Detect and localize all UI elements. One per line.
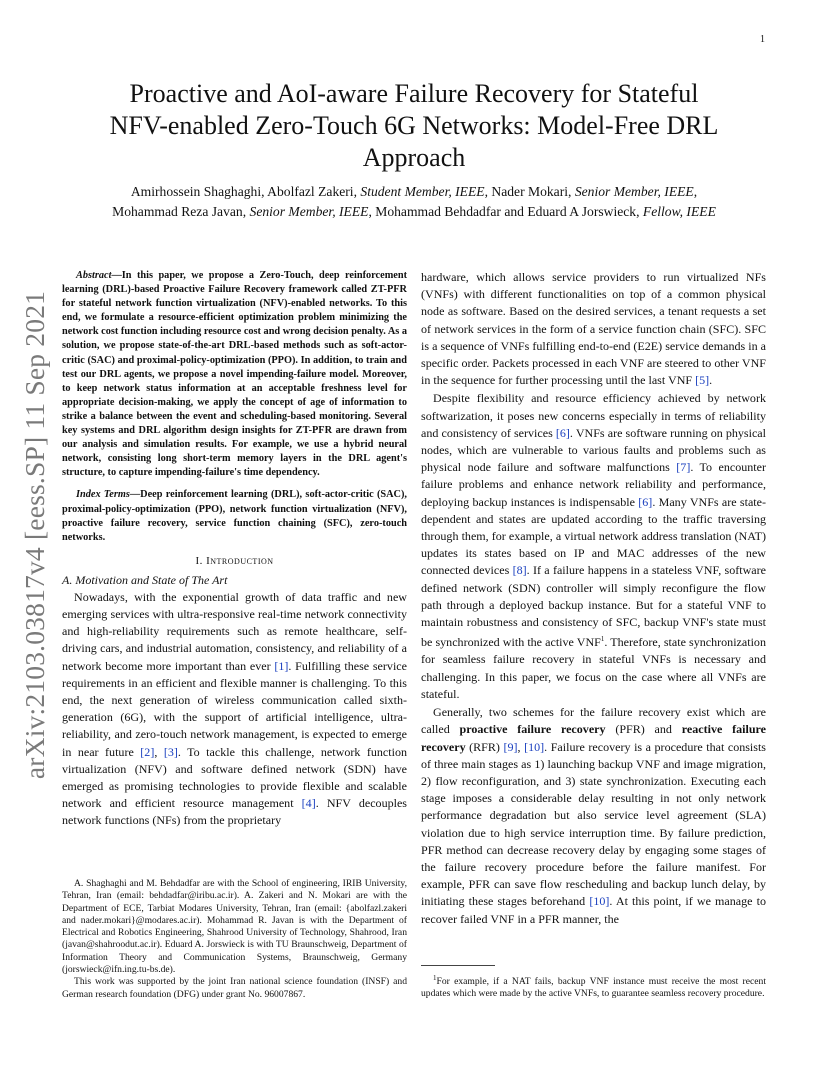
text-run: . If a failure happens in a stateless VNF, software defined network (SDN) controller will simply reconfigure the flow path through a deployed backup instance. But for a stateful VNF to maintain robustness and consistency of SFC, backup VNF's state must be synchronized with the active VNF [421,563,766,650]
citation-link[interactable]: [10] [524,739,545,754]
text-run: . Therefore, state synchronization for seamless failure recovery in stateful VNFs is necessary and challenging. In this paper, we focus on the case where all VNFs are stateful. [421,635,766,701]
author-line-1 [55,182,773,202]
member-grade: Senior Member, IEEE [249,204,369,219]
citation-link[interactable]: [3] [163,744,178,759]
footnote-1-mark: 1 [433,974,437,982]
section-heading: I. Introduction [195,554,274,567]
text-run: , [517,739,525,754]
citation-link[interactable]: [10] [589,894,610,909]
abstract-text: —In this paper, we propose a Zero-Touch, deep reinforcement learning (DRL)-based Proactive Failure Recovery framework called ZT-PFR for stateful network function virtualization (NFV)-enabled networks. To this end, we formulate a resource-efficient optimization problem minimizing the network cost function including resource cost and wrong decision penalty. As a solution, we propose state-of-the-art DRL-based methods such as soft-actor-critic (SAC) and proximal-policy-optimization (PPO). In addition, to train and test our DRL agents, we propose a novel impending-failure model. Moreover, to keep network status information at an acceptable freshness level for appropriate decision-making, we apply the concept of age of information to strike a balance between the event and scheduling-based monitoring. Several key systems and DRL algorithm design insights for ZT-PFR are drawn from our analysis and simulation results. For example, we use a hybrid neural network, consisting long short-term memory layers in the DRL agent's structure, to capture impending-failure's time dependency. [62,270,407,479]
member-grade: Senior Member, IEEE [574,184,694,199]
index-terms-label: Index Terms [76,489,130,501]
arxiv-stamp [2,290,68,780]
index-terms [62,488,407,544]
body-paragraph [62,589,407,830]
body-paragraph [421,269,766,389]
text-run: hardware, which allows service providers to run virtualized NFs (VNFs) with different functionalities on top of a common physical node as software. Based on the desired services, a tenant requests a set of network services in the form of a service function chain (SFC). SFC is a sequence of VNFs fulfilling end-to-end (E2E) service demands in a specific order. Packets processed in each VNF are steered to other VNF in the sequence for further processing until the last VNF [421,270,766,388]
member-grade: Fellow, IEEE [642,204,716,219]
text-run: Mohammad Reza Javan, [112,204,250,219]
text-run: . VNFs are software running on physical nodes, which are vulnerable to various faults and problems such as physical node failure and software malfunctions [421,425,766,475]
text-run: . Many VNFs are state-dependent and states are updated according to the traffic traversing through them, for example, a virtual network address translation (NAT) updates its states based on IP and MAC addresses of the new connected devices [421,494,767,578]
title-line-1: Proactive and AoI-aware Failure Recovery for Stateful [129,79,699,108]
bold-term: proactive failure recovery [459,722,606,737]
title-line-3: Approach [362,143,466,172]
paper-title [60,78,768,174]
text-run: , Mohammad Behdadfar and Eduard A Jorswieck, [368,204,643,219]
page-number: 1 [760,34,765,45]
text-run: , Nader Mokari, [484,184,575,199]
citation-link[interactable]: [6] [638,494,653,509]
footnote-rule-right [421,965,495,966]
text-run: . To tackle this challenge, network function virtualization (NFV) and software defined network (SDN) have emerged as promising technologies to provide flexible and scalable network and efficient resource management [62,744,407,811]
body-paragraph [421,390,766,703]
citation-link[interactable]: [9] [503,739,518,754]
right-column [421,269,766,928]
subsection-heading: A. Motivation and State of The Art [62,572,228,587]
author-list [55,182,773,222]
citation-link[interactable]: [7] [676,460,691,475]
citation-link[interactable]: [6] [555,425,570,440]
citation-link[interactable]: [2] [140,744,155,759]
text-run: . Fulfilling these service requirements in an efficient and flexible manner is challenging. To this end, the next generation of wireless communication called sixth-generation (6G), with the support of artificial intelligence, ultra-reliability, and zero-touch network management, is expected to emerge in near future [62,658,407,759]
text-run: . Failure recovery is a procedure that consists of three main stages as 1) launching backup VNF and image migration, 2) flow reconfiguration, and 3) state synchronization. Executing each stage imposes a considerable delay resulting in not only network performance degradation but also service level agreement (SLA) violation due to high service interruption time. By failure prediction, PFR method can decrease recovery delay by engaging some stages of the failure recovery procedure before the failure manifest. For example, PFR can save flow rescheduling and backup lunch delay, by initiating these stages beforehand [421,739,766,909]
index-terms-text: —Deep reinforcement learning (DRL), soft-actor-critic (SAC), proximal-policy-optimization (PPO), network function virtualization (NFV), proactive failure recovery, service function chaining (SFC), zero-touch networks. [62,489,407,543]
citation-link[interactable]: [5] [695,373,710,388]
abstract [62,269,407,480]
text-run: Generally, two schemes for the failure recovery exist which are called [421,705,766,737]
bold-term: reactive failure recovery [421,722,766,754]
affiliation-footnote [62,878,407,1001]
text-run: (PFR) and [605,722,682,737]
funding-text: This work was supported by the joint Iran national science foundation (INSF) and German research foundation (DFG) under grant No. 96007867. [62,976,407,1000]
text-run: , [693,184,698,199]
abstract-label: Abstract [76,270,112,281]
author-line-2 [55,202,773,222]
text-run: Amirhossein Shaghaghi, Abolfazl Zakeri, [130,184,361,199]
body-paragraph [421,704,766,928]
text-run: Nowadays, with the exponential growth of data traffic and new emerging services with ultra-responsive real-time network connectivity and high-reliability requirements such as remote healthcare, self-driving cars, and industrial automation, consistency, and reliability of a network become more important than ever [62,589,407,673]
text-run: . NFV decouples network functions (NFs) from the proprietary [62,796,407,828]
arxiv-stamp-text: arXiv:2103.03817v4 [eess.SP] 11 Sep 2021 [19,290,50,780]
footnote-1-text: For example, if a NAT fails, backup VNF instance must receive the most recent updates which were made by the active VNFs, to guarantee seamless recovery procedure. [421,976,766,1000]
text-run: . [709,373,713,388]
left-column [62,269,407,830]
text-run: . To encounter failure problems and enhance network reliability and performance, deploying backup instances is indispensable [421,460,766,509]
title-line-2: NFV-enabled Zero-Touch 6G Networks: Model-Free DRL [109,111,719,140]
citation-link[interactable]: [4] [301,796,316,811]
text-run: . At this point, if we manage to recover failed VNF in a PFR manner, the [421,894,766,926]
footnote-1 [421,972,766,1001]
footnote-1-body [421,972,766,1001]
text-run: Despite flexibility and resource efficiency achieved by network softwarization, it poses new concerns especially in terms of reliability and consistency of services [421,391,766,440]
affiliation-text: A. Shaghaghi and M. Behdadfar are with the School of engineering, IRIB University, Tehran, Iran (email: behdadfar@iribu.ac.ir). A. Zakeri and N. Mokari are with the Department of ECE, Tarbiat Modares University, Tehran, Iran (email: {abolfazl.zakeri and nader.mokari}@modares.ac.ir). Mohammad R. Javan is with the Department of Electrical and Robotics Engineering, Shahrood University of Technology, Shahrood, Iran (javan@shahroodut.ac.ir). Eduard A. Jorswieck is with TU Braunschweig, Department of Information Theory and Communication Systems, Braunschweig, Germany (jorswieck@ifn.ing.tu-bs.de). [62,878,407,976]
member-grade: Student Member, IEEE [360,184,485,199]
footnote-marker: 1 [600,635,605,644]
citation-link[interactable]: [1] [274,658,289,673]
text-run: , [154,744,164,759]
text-run: (RFR) [465,739,504,754]
citation-link[interactable]: [8] [512,563,527,578]
